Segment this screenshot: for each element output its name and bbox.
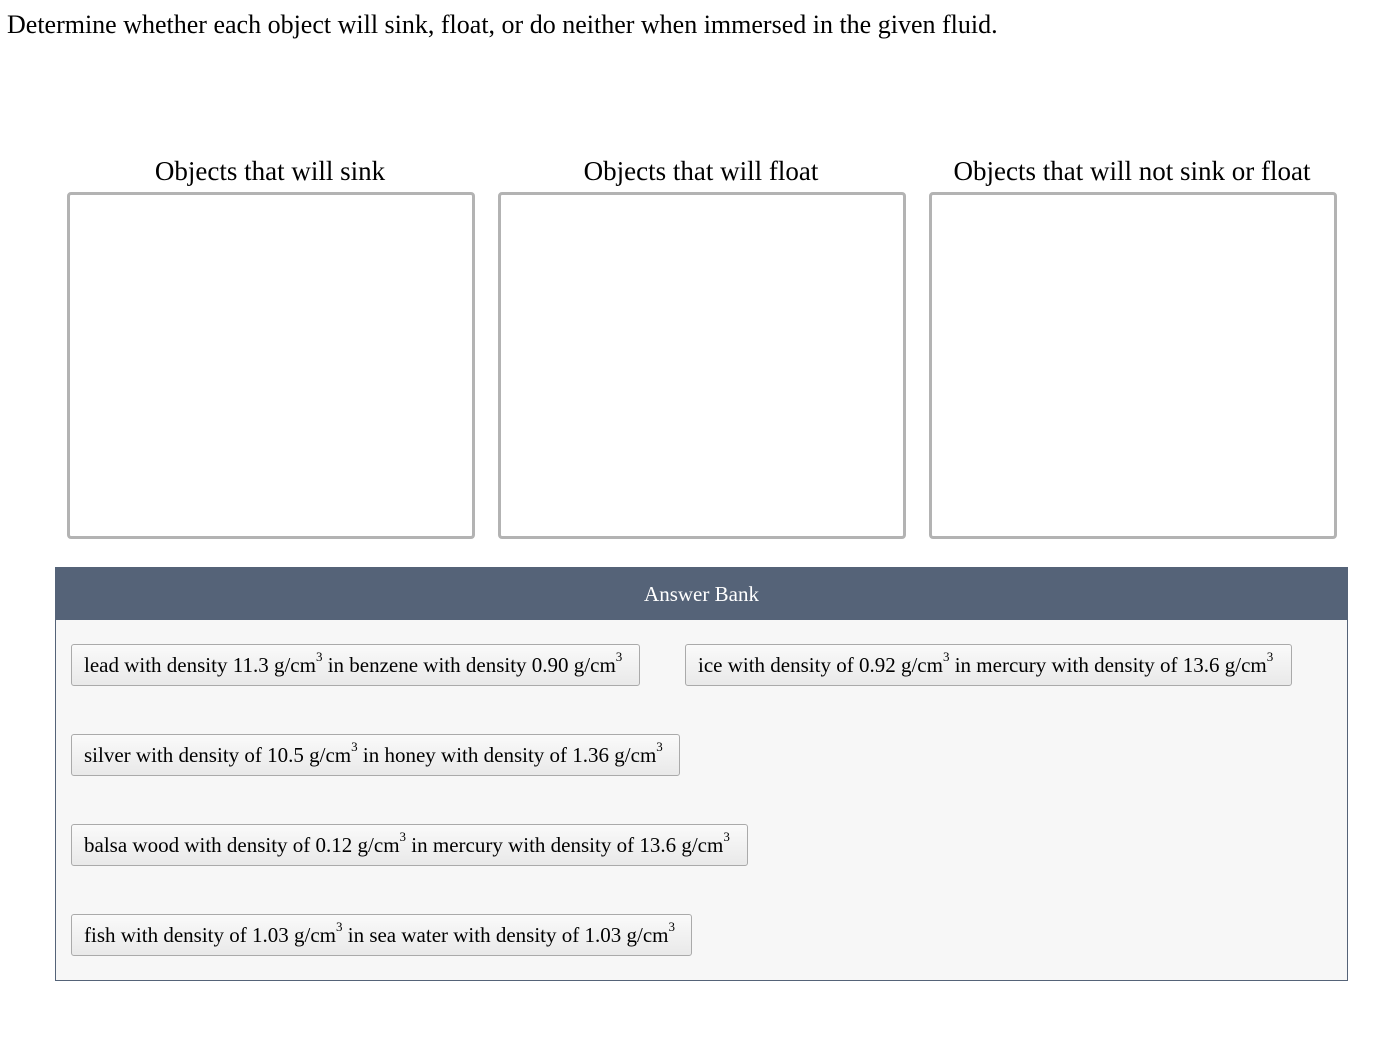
tile-text: in mercury with density of 13.6 g/cm (406, 833, 724, 857)
tile-exponent: 3 (668, 919, 675, 934)
drop-zone-float[interactable] (498, 192, 906, 539)
tile-text: in mercury with density of 13.6 g/cm (949, 653, 1267, 677)
tile-text: in honey with density of 1.36 g/cm (357, 743, 657, 767)
answer-bank-title: Answer Bank (56, 568, 1347, 620)
answer-tile-fish[interactable] (71, 914, 692, 956)
tile-text: fish with density of 1.03 g/cm (84, 923, 336, 947)
tile-exponent: 3 (335, 919, 343, 934)
question-prompt: Determine whether each object will sink, float, or do neither when immersed in the given fluid. (7, 10, 998, 39)
tile-text: balsa wood with density of 0.12 g/cm (84, 833, 400, 857)
answer-tile-balsa-wood[interactable] (71, 824, 748, 866)
drop-zone-neither[interactable] (929, 192, 1337, 539)
tile-text: silver with density of 10.5 g/cm (84, 743, 352, 767)
tile-exponent: 3 (1266, 649, 1274, 664)
bin-heading-float: Objects that will float (583, 156, 819, 186)
tile-exponent: 3 (399, 829, 407, 844)
answer-bank (55, 567, 1348, 981)
tile-exponent: 3 (656, 739, 663, 754)
tile-exponent: 3 (723, 829, 730, 844)
bin-heading-sink: Objects that will sink (154, 156, 386, 186)
tile-exponent: 3 (615, 649, 623, 664)
tile-exponent: 3 (942, 649, 950, 664)
answer-tile-silver[interactable] (71, 734, 680, 776)
tile-text: in benzene with density 0.90 g/cm (322, 653, 616, 677)
tile-text: in sea water with density of 1.03 g/cm (342, 923, 669, 947)
bin-heading-neither: Objects that will not sink or float (953, 156, 1311, 186)
answer-tile-ice[interactable] (685, 644, 1292, 686)
tile-text: lead with density 11.3 g/cm (84, 653, 316, 677)
drop-zone-sink[interactable] (67, 192, 475, 539)
answer-tile-lead[interactable] (71, 644, 640, 686)
tile-exponent: 3 (315, 649, 323, 664)
tile-text: ice with density of 0.92 g/cm (698, 653, 943, 677)
tile-exponent: 3 (351, 739, 358, 754)
